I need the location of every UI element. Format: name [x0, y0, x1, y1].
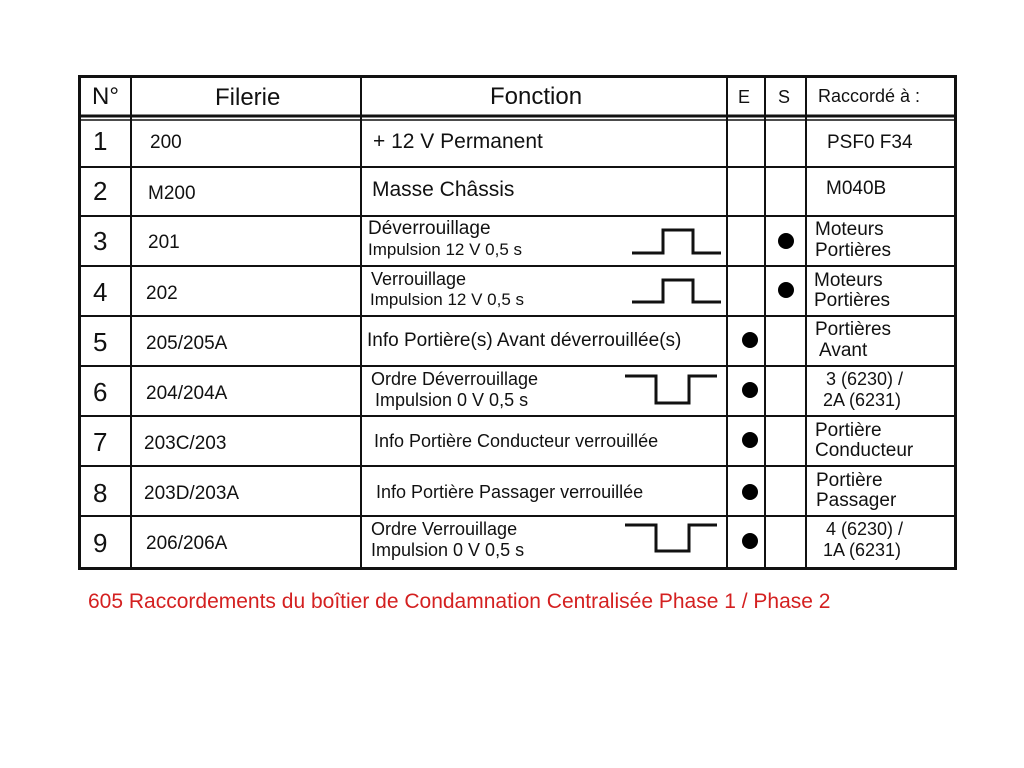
- figure-caption: 605 Raccordements du boîtier de Condamnation Centralisée Phase 1 / Phase 2: [88, 590, 831, 613]
- header-num: N°: [92, 83, 119, 110]
- header-filerie: Filerie: [215, 84, 281, 111]
- row-6-raccorde-line1: 3 (6230) /: [826, 369, 904, 389]
- row-4-filerie: 202: [146, 283, 178, 304]
- row-5-raccorde-line1: Portières: [815, 319, 892, 340]
- row-7-fonction: Info Portière Conducteur verrouillée: [374, 431, 659, 451]
- row-3-fonction-line2: Impulsion 12 V 0,5 s: [368, 240, 523, 259]
- row-7-raccorde-line2: Conducteur: [815, 440, 914, 461]
- row-9-fonction-line2: Impulsion 0 V 0,5 s: [371, 540, 525, 560]
- row-4-sortie-dot: [778, 282, 794, 298]
- row-2-raccorde: M040B: [826, 178, 887, 199]
- header-s: S: [778, 87, 791, 107]
- header-e: E: [738, 87, 751, 107]
- row-4-raccorde-line2: Portières: [814, 290, 891, 311]
- row-6-fonction-line1: Ordre Déverrouillage: [371, 369, 539, 389]
- pulse-low-icon: [625, 525, 717, 551]
- row-3-filerie: 201: [148, 232, 180, 253]
- row-7-filerie: 203C/203: [144, 433, 227, 454]
- row-9-entree-dot: [742, 533, 758, 549]
- row-3-raccorde-line2: Portières: [815, 240, 892, 261]
- row-1-fonction: + 12 V Permanent: [373, 130, 543, 153]
- row-8-fonction: Info Portière Passager verrouillée: [376, 482, 644, 502]
- row-3-fonction-line1: Déverrouillage: [368, 218, 491, 239]
- row-4-fonction-line1: Verrouillage: [371, 269, 467, 289]
- row-1-filerie: 200: [150, 132, 182, 153]
- row-8-raccorde-line1: Portière: [816, 470, 883, 491]
- row-8-filerie: 203D/203A: [144, 483, 240, 504]
- row-3-raccorde-line1: Moteurs: [815, 219, 884, 240]
- row-6-filerie: 204/204A: [146, 383, 228, 404]
- header-fonction: Fonction: [490, 83, 583, 110]
- row-4-fonction-line2: Impulsion 12 V 0,5 s: [370, 290, 525, 309]
- row-2-num: 2: [93, 176, 108, 206]
- row-7-num: 7: [93, 427, 108, 457]
- row-9-filerie: 206/206A: [146, 533, 228, 554]
- row-6-fonction-line2: Impulsion 0 V 0,5 s: [375, 390, 529, 410]
- row-6-entree-dot: [742, 382, 758, 398]
- row-4-raccorde-line1: Moteurs: [814, 270, 883, 291]
- row-7-entree-dot: [742, 432, 758, 448]
- row-5-fonction: Info Portière(s) Avant déverrouillée(s): [367, 330, 682, 351]
- row-3-num: 3: [93, 226, 108, 256]
- row-5-raccorde-line2: Avant: [819, 340, 868, 361]
- row-5-num: 5: [93, 327, 108, 357]
- row-9-raccorde-line1: 4 (6230) /: [826, 519, 904, 539]
- row-5-entree-dot: [742, 332, 758, 348]
- row-6-num: 6: [93, 377, 108, 407]
- row-7-raccorde-line1: Portière: [815, 420, 882, 441]
- row-6-raccorde-line2: 2A (6231): [823, 390, 902, 410]
- pulse-low-icon: [625, 376, 717, 403]
- row-8-entree-dot: [742, 484, 758, 500]
- row-2-filerie: M200: [148, 183, 196, 204]
- row-5-filerie: 205/205A: [146, 333, 228, 354]
- row-8-raccorde-line2: Passager: [816, 490, 897, 511]
- header-raccorde: Raccordé à :: [818, 86, 921, 106]
- row-3-sortie-dot: [778, 233, 794, 249]
- row-1-num: 1: [93, 126, 108, 156]
- row-9-num: 9: [93, 528, 108, 558]
- row-8-num: 8: [93, 478, 108, 508]
- row-2-fonction: Masse Châssis: [372, 178, 515, 201]
- pulse-high-icon: [632, 280, 721, 302]
- row-1-raccorde: PSF0 F34: [827, 132, 913, 153]
- row-9-raccorde-line2: 1A (6231): [823, 540, 902, 560]
- row-4-num: 4: [93, 277, 108, 307]
- row-9-fonction-line1: Ordre Verrouillage: [371, 519, 518, 539]
- pulse-high-icon: [632, 230, 721, 253]
